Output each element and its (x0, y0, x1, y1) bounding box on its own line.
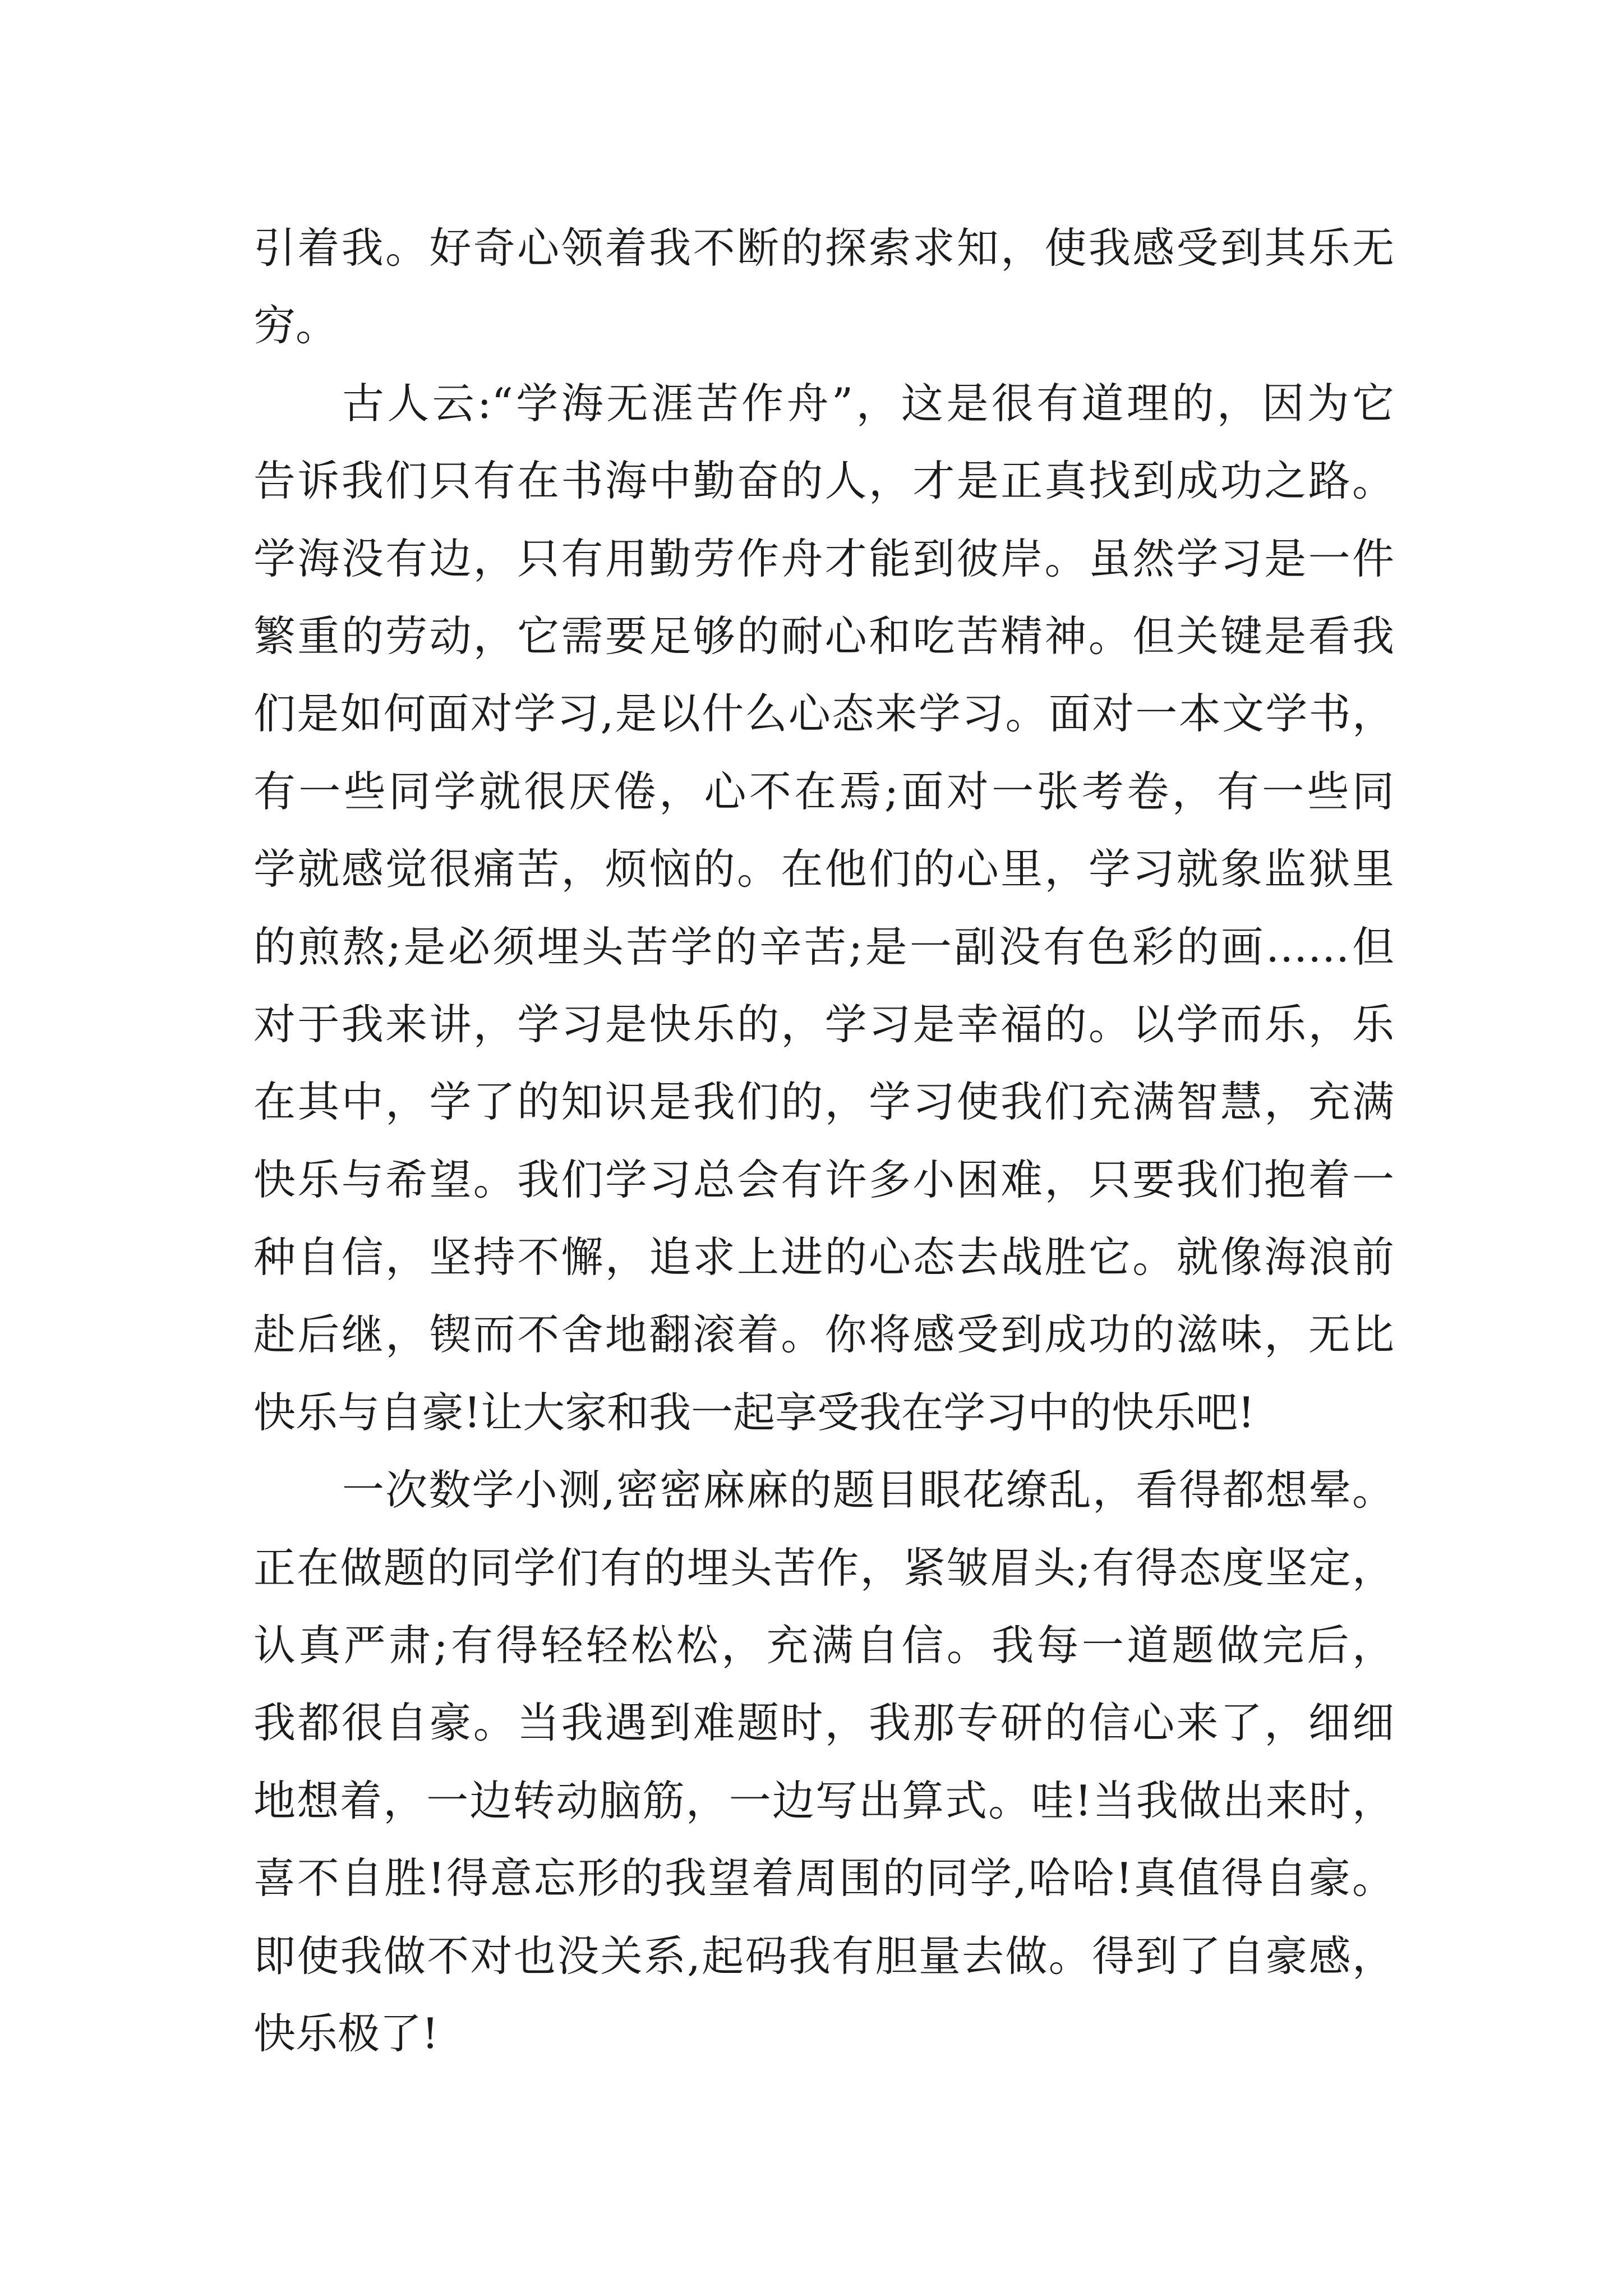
text-line: 正在做题的同学们有的埋头苦作，紧皱眉头;有得态度坚定， (253, 1543, 1394, 1593)
text-line: 快乐与自豪!让大家和我一起享受我在学习中的快乐吧! (253, 1387, 1255, 1437)
text-line: 喜不自胜!得意忘形的我望着周围的同学,哈哈!真值得自豪。 (253, 1853, 1394, 1903)
text-line: 学就感觉很痛苦，烦恼的。在他们的心里，学习就象监狱里 (253, 844, 1394, 894)
text-line: 引着我。好奇心领着我不断的探索求知，使我感受到其乐无 (253, 223, 1394, 273)
text-line: 快乐与希望。我们学习总会有许多小困难，只要我们抱着一 (253, 1154, 1394, 1204)
text-line: 对于我来讲，学习是快乐的，学习是幸福的。以学而乐，乐 (253, 999, 1394, 1049)
body-text (253, 209, 1394, 2072)
paragraph-study-sea (253, 365, 1394, 1451)
text-line: 古人云:“学海无涯苦作舟”，这是很有道理的，因为它 (342, 378, 1394, 428)
text-line: 种自信，坚持不懈，追求上进的心态去战胜它。就像海浪前 (253, 1232, 1394, 1282)
text-line: 穷。 (253, 301, 338, 351)
text-line: 学海没有边，只有用勤劳作舟才能到彼岸。虽然学习是一件 (253, 533, 1394, 583)
text-line: 我都很自豪。当我遇到难题时，我那专研的信心来了，细细 (253, 1698, 1394, 1748)
text-line: 在其中，学了的知识是我们的，学习使我们充满智慧，充满 (253, 1077, 1394, 1127)
text-line: 有一些同学就很厌倦，心不在焉;面对一张考卷，有一些同 (253, 766, 1394, 816)
text-line: 快乐极了! (253, 2008, 439, 2058)
paragraph-continued (253, 209, 1394, 365)
text-line: 认真严肃;有得轻轻松松，充满自信。我每一道题做完后， (253, 1621, 1394, 1671)
text-line: 即使我做不对也没关系,起码我有胆量去做。得到了自豪感， (253, 1931, 1394, 1981)
text-line: 赴后继，锲而不舍地翻滚着。你将感受到成功的滋味，无比 (253, 1310, 1394, 1360)
text-line: 繁重的劳动，它需要足够的耐心和吃苦精神。但关键是看我 (253, 611, 1394, 661)
paragraph-math-quiz (253, 1451, 1394, 2072)
text-line: 一次数学小测,密密麻麻的题目眼花缭乱，看得都想晕。 (342, 1465, 1394, 1515)
text-line: 的煎熬;是必须埋头苦学的辛苦;是一副没有色彩的画……但 (253, 922, 1394, 972)
text-line: 们是如何面对学习,是以什么心态来学习。面对一本文学书， (253, 689, 1394, 739)
text-line: 告诉我们只有在书海中勤奋的人，才是正真找到成功之路。 (253, 456, 1394, 506)
text-line: 地想着，一边转动脑筋，一边写出算式。哇!当我做出来时， (253, 1775, 1394, 1825)
